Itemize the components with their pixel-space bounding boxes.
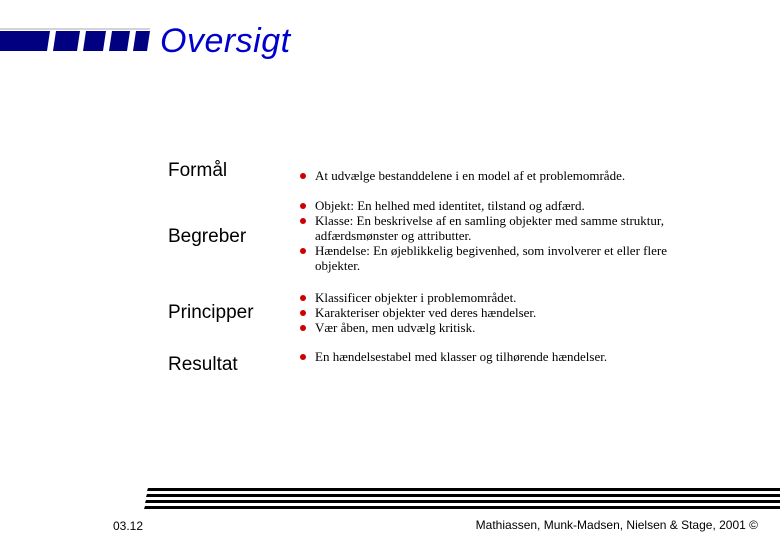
slide-title: Oversigt (160, 22, 291, 60)
bullet-dot-icon (300, 203, 306, 209)
bullet-dot-icon (300, 218, 306, 224)
section-label-begreber: Begreber (168, 226, 247, 247)
logo-bars-graphic (0, 28, 150, 54)
page-number: 03.12 (113, 519, 144, 533)
list-item: Hændelse: En øjeblikkelig begivenhed, som involverer et eller flere objekter. (298, 243, 708, 273)
list-item: At udvælge bestanddelene i en model af et problemområde. (298, 168, 708, 183)
bullet-dot-icon (300, 173, 306, 179)
list-item: Klasse: En beskrivelse af en samling objekter med samme struktur, adfærdsmønster og attributter. (298, 213, 708, 243)
bullet-list-formaal (298, 168, 708, 183)
section-label-resultat: Resultat (168, 354, 238, 375)
bullet-dot-icon (300, 354, 306, 360)
copyright-notice: Mathiassen, Munk-Madsen, Nielsen & Stage, 2001 © (475, 518, 758, 532)
bullet-list-resultat (298, 349, 708, 364)
bullet-dot-icon (300, 248, 306, 254)
list-item: Karakteriser objekter ved deres hændelser. (298, 305, 708, 320)
section-label-formaal: Formål (168, 160, 228, 181)
list-item: Klassificer objekter i problemområdet. (298, 290, 708, 305)
section-label-principper: Principper (168, 302, 254, 323)
footer-bars-graphic (144, 486, 780, 514)
list-item: Vær åben, men udvælg kritisk. (298, 320, 708, 335)
bullet-dot-icon (300, 325, 306, 331)
list-item: Objekt: En helhed med identitet, tilstand og adfærd. (298, 198, 708, 213)
list-item: En hændelsestabel med klasser og tilhørende hændelser. (298, 349, 708, 364)
bullet-dot-icon (300, 295, 306, 301)
bullet-dot-icon (300, 310, 306, 316)
bullet-list-begreber (298, 198, 708, 273)
bullet-list-principper (298, 290, 708, 335)
